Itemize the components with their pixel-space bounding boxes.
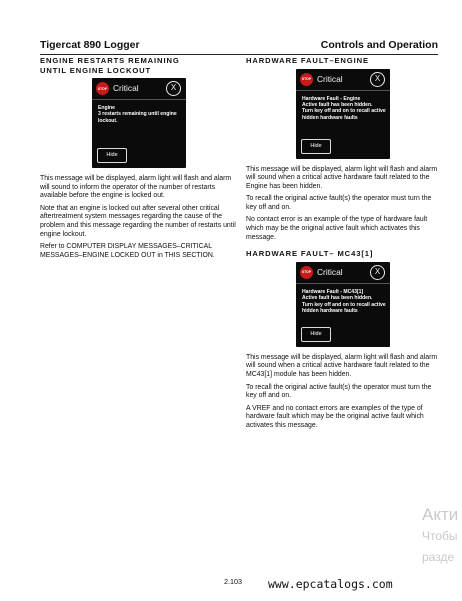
paragraph: This message will be displayed, alarm light will flash and alarm will sound to inform the operator of the number of restarts available before the engine is locked out. xyxy=(40,175,232,200)
section-title-hardware-fault-engine: HARDWARE FAULT–ENGINE xyxy=(246,56,369,65)
screen-divider xyxy=(92,99,186,100)
close-icon[interactable]: X xyxy=(370,72,385,87)
section-title-hardware-fault-mc43: HARDWARE FAULT– MC43[1] xyxy=(246,249,374,259)
critical-screen-engine-restarts xyxy=(92,78,186,168)
screen-message: Hardware Fault - MC43[1] Active fault has been hidden. Turn key off and on to recall active hidden hardware faults xyxy=(302,288,386,314)
close-icon[interactable]: X xyxy=(370,265,385,280)
paragraph: This message will be displayed, alarm light will flash and alarm will sound when a critical active hardware fault related to the Engine has been hidden. xyxy=(246,165,438,190)
paragraph-cross-reference: Refer to COMPUTER DISPLAY MESSAGES–CRITICAL MESSAGES–ENGINE LOCKED OUT in THIS SECTION. xyxy=(40,243,215,259)
screen-titlebar xyxy=(92,78,186,98)
screen-message: Engine 3 restarts remaining until engine lockout. xyxy=(98,105,177,124)
manual-title: Tigercat 890 Logger xyxy=(40,39,140,51)
hide-button[interactable]: Hide xyxy=(301,139,331,154)
critical-screen-hardware-fault-engine xyxy=(296,69,390,159)
paragraph: This message will be displayed, alarm light will flash and alarm will sound when a critical active hardware fault related to the MC43[1] module has been hidden. xyxy=(246,353,438,378)
watermark-url: www.epcatalogs.com xyxy=(268,577,393,591)
activation-overlay-text: Чтобы xyxy=(422,529,458,543)
paragraph: A VREF and no contact errors are examples of the type of hardware fault which may be the original active fault which activates this message. xyxy=(246,404,424,429)
screen-divider xyxy=(296,283,390,284)
left-column xyxy=(40,56,238,264)
chapter-title: Controls and Operation xyxy=(320,39,438,51)
stop-icon: STOP xyxy=(300,73,313,86)
screen-message: Hardware Fault - Engine Active fault has been hidden. Turn key off and on to recall active hidden hardware faults xyxy=(302,95,386,121)
paragraph: To recall the original active fault(s) the operator must turn the key off and on. xyxy=(246,383,432,400)
right-column xyxy=(246,56,440,435)
stop-icon: STOP xyxy=(96,82,109,95)
screen-title: Critical xyxy=(113,83,139,93)
screen-titlebar xyxy=(296,262,390,282)
paragraph: No contact error is an example of the type of hardware fault which may be the original active fault which activates this message. xyxy=(246,216,428,241)
screen-title: Critical xyxy=(317,73,343,84)
screen-titlebar xyxy=(296,69,390,89)
screen-title: Critical xyxy=(317,266,343,277)
section-title-engine-restarts: ENGINE RESTARTS REMAINING UNTIL ENGINE LOCKOUT xyxy=(40,56,180,75)
stop-icon: STOP xyxy=(300,266,313,279)
paragraph: To recall the original active fault(s) the operator must turn the key off and on. xyxy=(246,195,432,211)
hide-button[interactable]: Hide xyxy=(301,327,331,342)
activation-overlay-heading: Акти xyxy=(422,505,459,524)
activation-overlay-text: разде xyxy=(422,550,455,564)
critical-screen-hardware-fault-mc43 xyxy=(296,262,390,347)
page-number: 2.103 xyxy=(224,577,242,586)
page-header xyxy=(40,38,438,55)
close-icon[interactable]: X xyxy=(166,81,181,96)
hide-button[interactable]: Hide xyxy=(97,148,127,163)
paragraph: Note that an engine is locked out after several other critical aftertreatment system messages regarding the cause of the problem and this message regarding the number of restarts until engine lockout. xyxy=(40,204,236,238)
screen-divider xyxy=(296,90,390,91)
